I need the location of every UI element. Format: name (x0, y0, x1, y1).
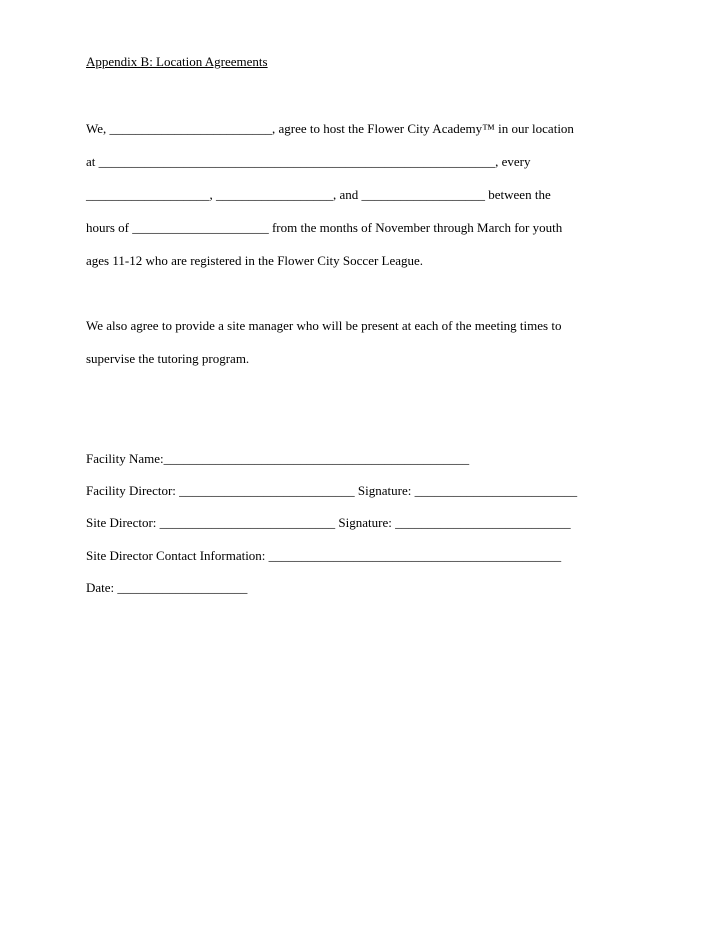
agreement-line-2: at _____________________________________________________________, every (86, 154, 531, 169)
contact-information-field: Site Director Contact Information: _____________________________________________ (86, 548, 562, 563)
agreement-line-1: We, _________________________, agree to host the Flower City Academy™ in our location (86, 121, 574, 136)
site-manager-line-1: We also agree to provide a site manager who will be present at each of the meeting times to (86, 318, 562, 333)
date-field: Date: ____________________ (86, 580, 248, 595)
agreement-line-4: hours of _____________________ from the months of November through March for youth (86, 220, 563, 235)
facility-director-field: Facility Director: ___________________________ Signature: _________________________ (86, 483, 578, 498)
facility-name-field: Facility Name:_______________________________________________ (86, 451, 470, 466)
agreement-line-5: ages 11-12 who are registered in the Flower City Soccer League. (86, 253, 424, 268)
agreement-line-3: ___________________, __________________, and ___________________ between the (86, 187, 551, 202)
site-director-field: Site Director: ___________________________ Signature: ___________________________ (86, 515, 571, 530)
page-title: Appendix B: Location Agreements (86, 54, 268, 69)
site-manager-line-2: supervise the tutoring program. (86, 351, 250, 366)
